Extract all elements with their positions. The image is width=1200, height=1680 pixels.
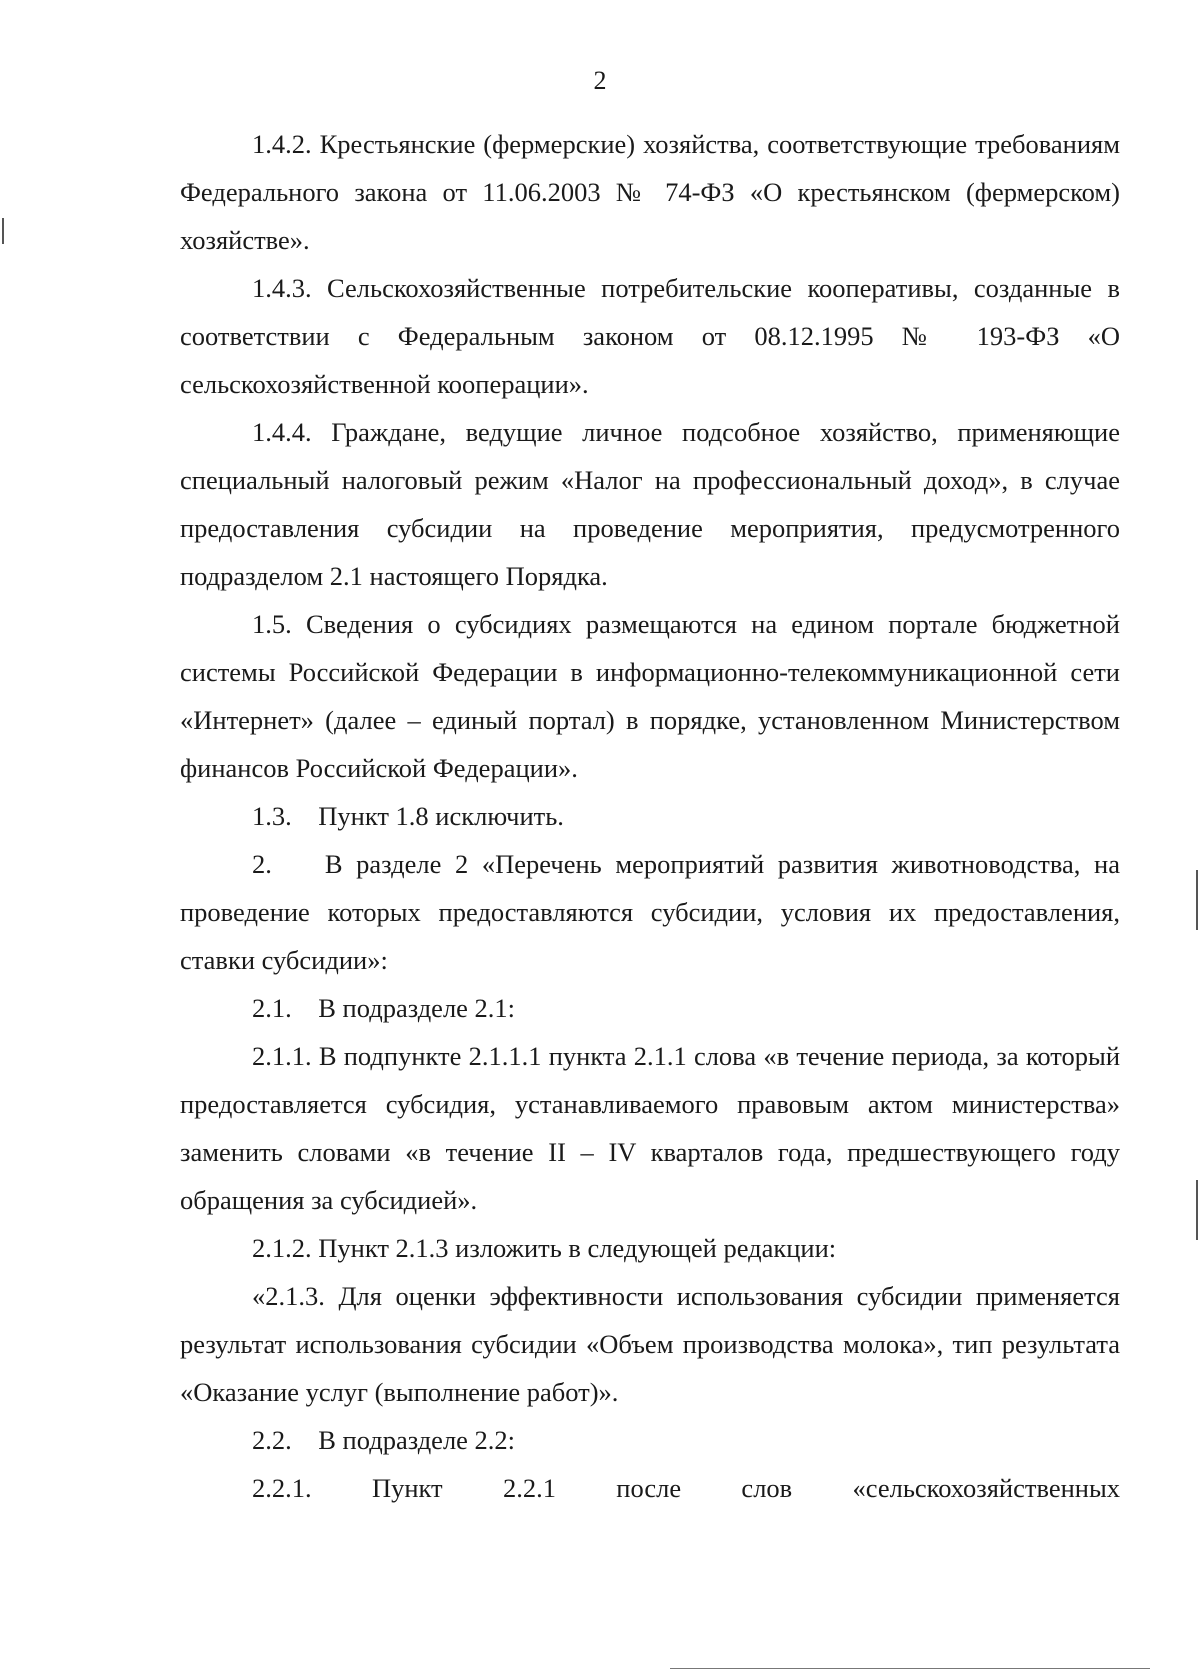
paragraph-2-2-1: 2.2.1. Пункт 2.2.1 после слов «сельскохозяйственных [252,1473,1120,1503]
paragraph-2-1: 2.1. В подразделе 2.1: [252,993,516,1023]
paragraph-2: 2. В разделе 2 «Перечень мероприятий развития животноводства, на проведение которых предоставляются субсидии, условия их предоставления, ставки субсидии»: [180,849,1120,975]
paragraph-2-1-2: 2.1.2. Пункт 2.1.3 изложить в следующей редакции: [252,1233,837,1263]
scan-mark-left [2,218,4,244]
paragraph-2-1-3-quote: «2.1.3. Для оценки эффективности использования субсидии применяется результат использования субсидии «Объем производства молока», тип результата «Оказание услуг (выполнение работ)». [180,1281,1120,1407]
page-number: 2 [593,66,607,95]
paragraph-1-4-2: 1.4.2. Крестьянские (фермерские) хозяйства, соответствующие требованиям Федерального закона от 11.06.2003 № 74-ФЗ «О крестьянском (фермерском) хозяйстве». [180,129,1120,255]
paragraph-1-5: 1.5. Сведения о субсидиях размещаются на едином портале бюджетной системы Российской Федерации в информационно-телекоммуникационной сети «Интернет» (далее – единый портал) в порядке, установленном Министерством финансов Российской Федерации». [180,609,1120,783]
paragraph-1-3: 1.3. Пункт 1.8 исключить. [252,801,564,831]
document-body [180,120,1120,1512]
scan-mark-right-1 [1196,870,1198,930]
paragraph-2-1-1: 2.1.1. В подпункте 2.1.1.1 пункта 2.1.1 слова «в течение периода, за который предоставляется субсидия, устанавливаемого правовым актом министерства» заменить словами «в течение II – IV кварталов года, предшествующего году обращения за субсидией». [180,1041,1120,1215]
scan-mark-right-2 [1196,1180,1198,1240]
paragraph-1-4-4: 1.4.4. Граждане, ведущие личное подсобное хозяйство, применяющие специальный налоговый режим «Налог на профессиональный доход», в случае предоставления субсидии на проведение мероприятия, предусмотренного подразделом 2.1 настоящего Порядка. [180,417,1120,591]
paragraph-1-4-3: 1.4.3. Сельскохозяйственные потребительские кооперативы, созданные в соответствии с Федеральным законом от 08.12.1995 № 193-ФЗ «О сельскохозяйственной кооперации». [180,273,1120,399]
paragraph-2-2: 2.2. В подразделе 2.2: [252,1425,516,1455]
scan-mark-bottom-line [670,1668,1150,1669]
